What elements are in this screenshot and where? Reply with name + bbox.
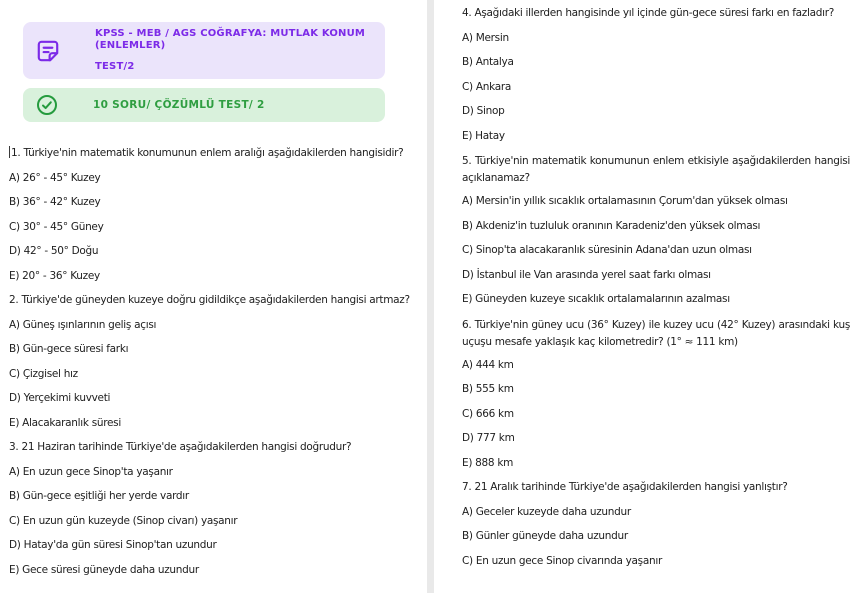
- question-4-text: 4. Aşağıdaki illerden hangisinde yıl içinde gün-gece süresi farkı en fazladır?: [462, 7, 835, 19]
- questions-left: [9, 146, 427, 578]
- question-4-option-c: C) Ankara: [462, 80, 511, 93]
- question-3-text: 3. 21 Haziran tarihinde Türkiye'de aşağıdakilerden hangisi doğrudur?: [9, 441, 352, 453]
- question-6-option-a: A) 444 km: [462, 358, 514, 371]
- left-column: [0, 0, 427, 593]
- question-1-option-b: B) 36° - 42° Kuzey: [9, 196, 101, 208]
- question-5-option-c: C) Sinop'ta alacakaranlık süresinin Adana'dan uzun olması: [462, 244, 752, 256]
- question-6-option-d: D) 777 km: [462, 432, 515, 444]
- question-2-text: 2. Türkiye'de güneyden kuzeye doğru gidildikçe aşağıdakilerden hangisi artmaz?: [9, 294, 410, 306]
- question-1-text: [9, 146, 427, 161]
- test-title: KPSS - MEB / AGS COĞRAFYA: MUTLAK KONUM (ENLEMLER): [95, 28, 366, 51]
- question-5-option-b: B) Akdeniz'in tuzluluk oranının Karadeniz'den yüksek olması: [462, 219, 761, 232]
- question-6: [462, 317, 850, 471]
- question-7: [462, 480, 850, 569]
- question-5-option-a: A) Mersin'in yıllık sıcaklık ortalamasının Çorum'dan yüksek olması: [462, 195, 788, 207]
- question-7-option-c: C) En uzun gece Sinop civarında yaşanır: [462, 554, 662, 567]
- test-info-label: 10 SORU/ ÇÖZÜMLÜ TEST/ 2: [93, 99, 265, 111]
- question-1-option-a: A) 26° - 45° Kuzey: [9, 171, 101, 184]
- question-1: [9, 146, 427, 284]
- question-6-option-e: E) 888 km: [462, 456, 514, 469]
- question-3-option-d: D) Hatay'da gün süresi Sinop'tan uzundur: [9, 539, 217, 551]
- question-4-option-a: A) Mersin: [462, 31, 509, 44]
- right-column: [434, 0, 863, 593]
- title-card-text: [95, 28, 385, 73]
- check-circle-icon: [35, 93, 59, 117]
- test-title-card: [23, 22, 385, 79]
- question-2-option-d: D) Yerçekimi kuvveti: [9, 392, 111, 404]
- question-4-option-e: E) Hatay: [462, 129, 505, 142]
- question-3-option-e: E) Gece süresi güneyde daha uzundur: [9, 563, 199, 576]
- note-icon: [35, 38, 61, 64]
- question-7-option-a: A) Geceler kuzeyde daha uzundur: [462, 505, 631, 518]
- question-7-option-b: B) Günler güneyde daha uzundur: [462, 530, 628, 542]
- question-1-text-value: 1. Türkiye'nin matematik konumunun enlem aralığı aşağıdakilerden hangisidir?: [11, 147, 404, 159]
- question-1-option-e: E) 20° - 36° Kuzey: [9, 269, 100, 282]
- question-3-option-a: A) En uzun gece Sinop'ta yaşanır: [9, 465, 173, 478]
- question-4: [462, 6, 850, 144]
- question-2-option-e: E) Alacakaranlık süresi: [9, 416, 121, 429]
- question-5-option-e: E) Güneyden kuzeye sıcaklık ortalamalarının azalması: [462, 293, 730, 305]
- question-3-option-c: C) En uzun gün kuzeyde (Sinop civarı) yaşanır: [9, 514, 238, 527]
- question-5-option-d: D) İstanbul ile Van arasında yerel saat farkı olması: [462, 268, 711, 281]
- question-2-option-c: C) Çizgisel hız: [9, 367, 78, 380]
- question-3-option-b: B) Gün-gece eşitliği her yerde vardır: [9, 490, 189, 502]
- question-2: [9, 293, 427, 431]
- question-5: [462, 153, 850, 307]
- question-2-option-b: B) Gün-gece süresi farkı: [9, 343, 129, 355]
- test-info-card: [23, 88, 385, 122]
- question-1-option-c: C) 30° - 45° Güney: [9, 220, 104, 233]
- question-6-option-c: C) 666 km: [462, 407, 514, 420]
- question-2-option-a: A) Güneş ışınlarının geliş açısı: [9, 318, 157, 331]
- question-5-text: 5. Türkiye'nin matematik konumunun enlem etkisiyle aşağıdakilerden hangisi açıklanamaz?: [462, 155, 850, 184]
- text-caret: [9, 146, 10, 158]
- question-4-option-b: B) Antalya: [462, 56, 514, 68]
- question-6-option-b: B) 555 km: [462, 383, 514, 395]
- question-6-text: 6. Türkiye'nin güney ucu (36° Kuzey) ile kuzey ucu (42° Kuzey) arasındaki kuş uçuşu mesafe yaklaşık kaç kilometredir? (1° ≈ 111 km): [462, 318, 850, 348]
- question-7-text: 7. 21 Aralık tarihinde Türkiye'de aşağıdakilerden hangisi yanlıştır?: [462, 481, 788, 493]
- question-1-option-d: D) 42° - 50° Doğu: [9, 245, 99, 257]
- question-3: [9, 440, 427, 578]
- question-4-option-d: D) Sinop: [462, 105, 505, 117]
- test-subtitle: TEST/2: [95, 61, 135, 72]
- column-divider: [427, 0, 434, 593]
